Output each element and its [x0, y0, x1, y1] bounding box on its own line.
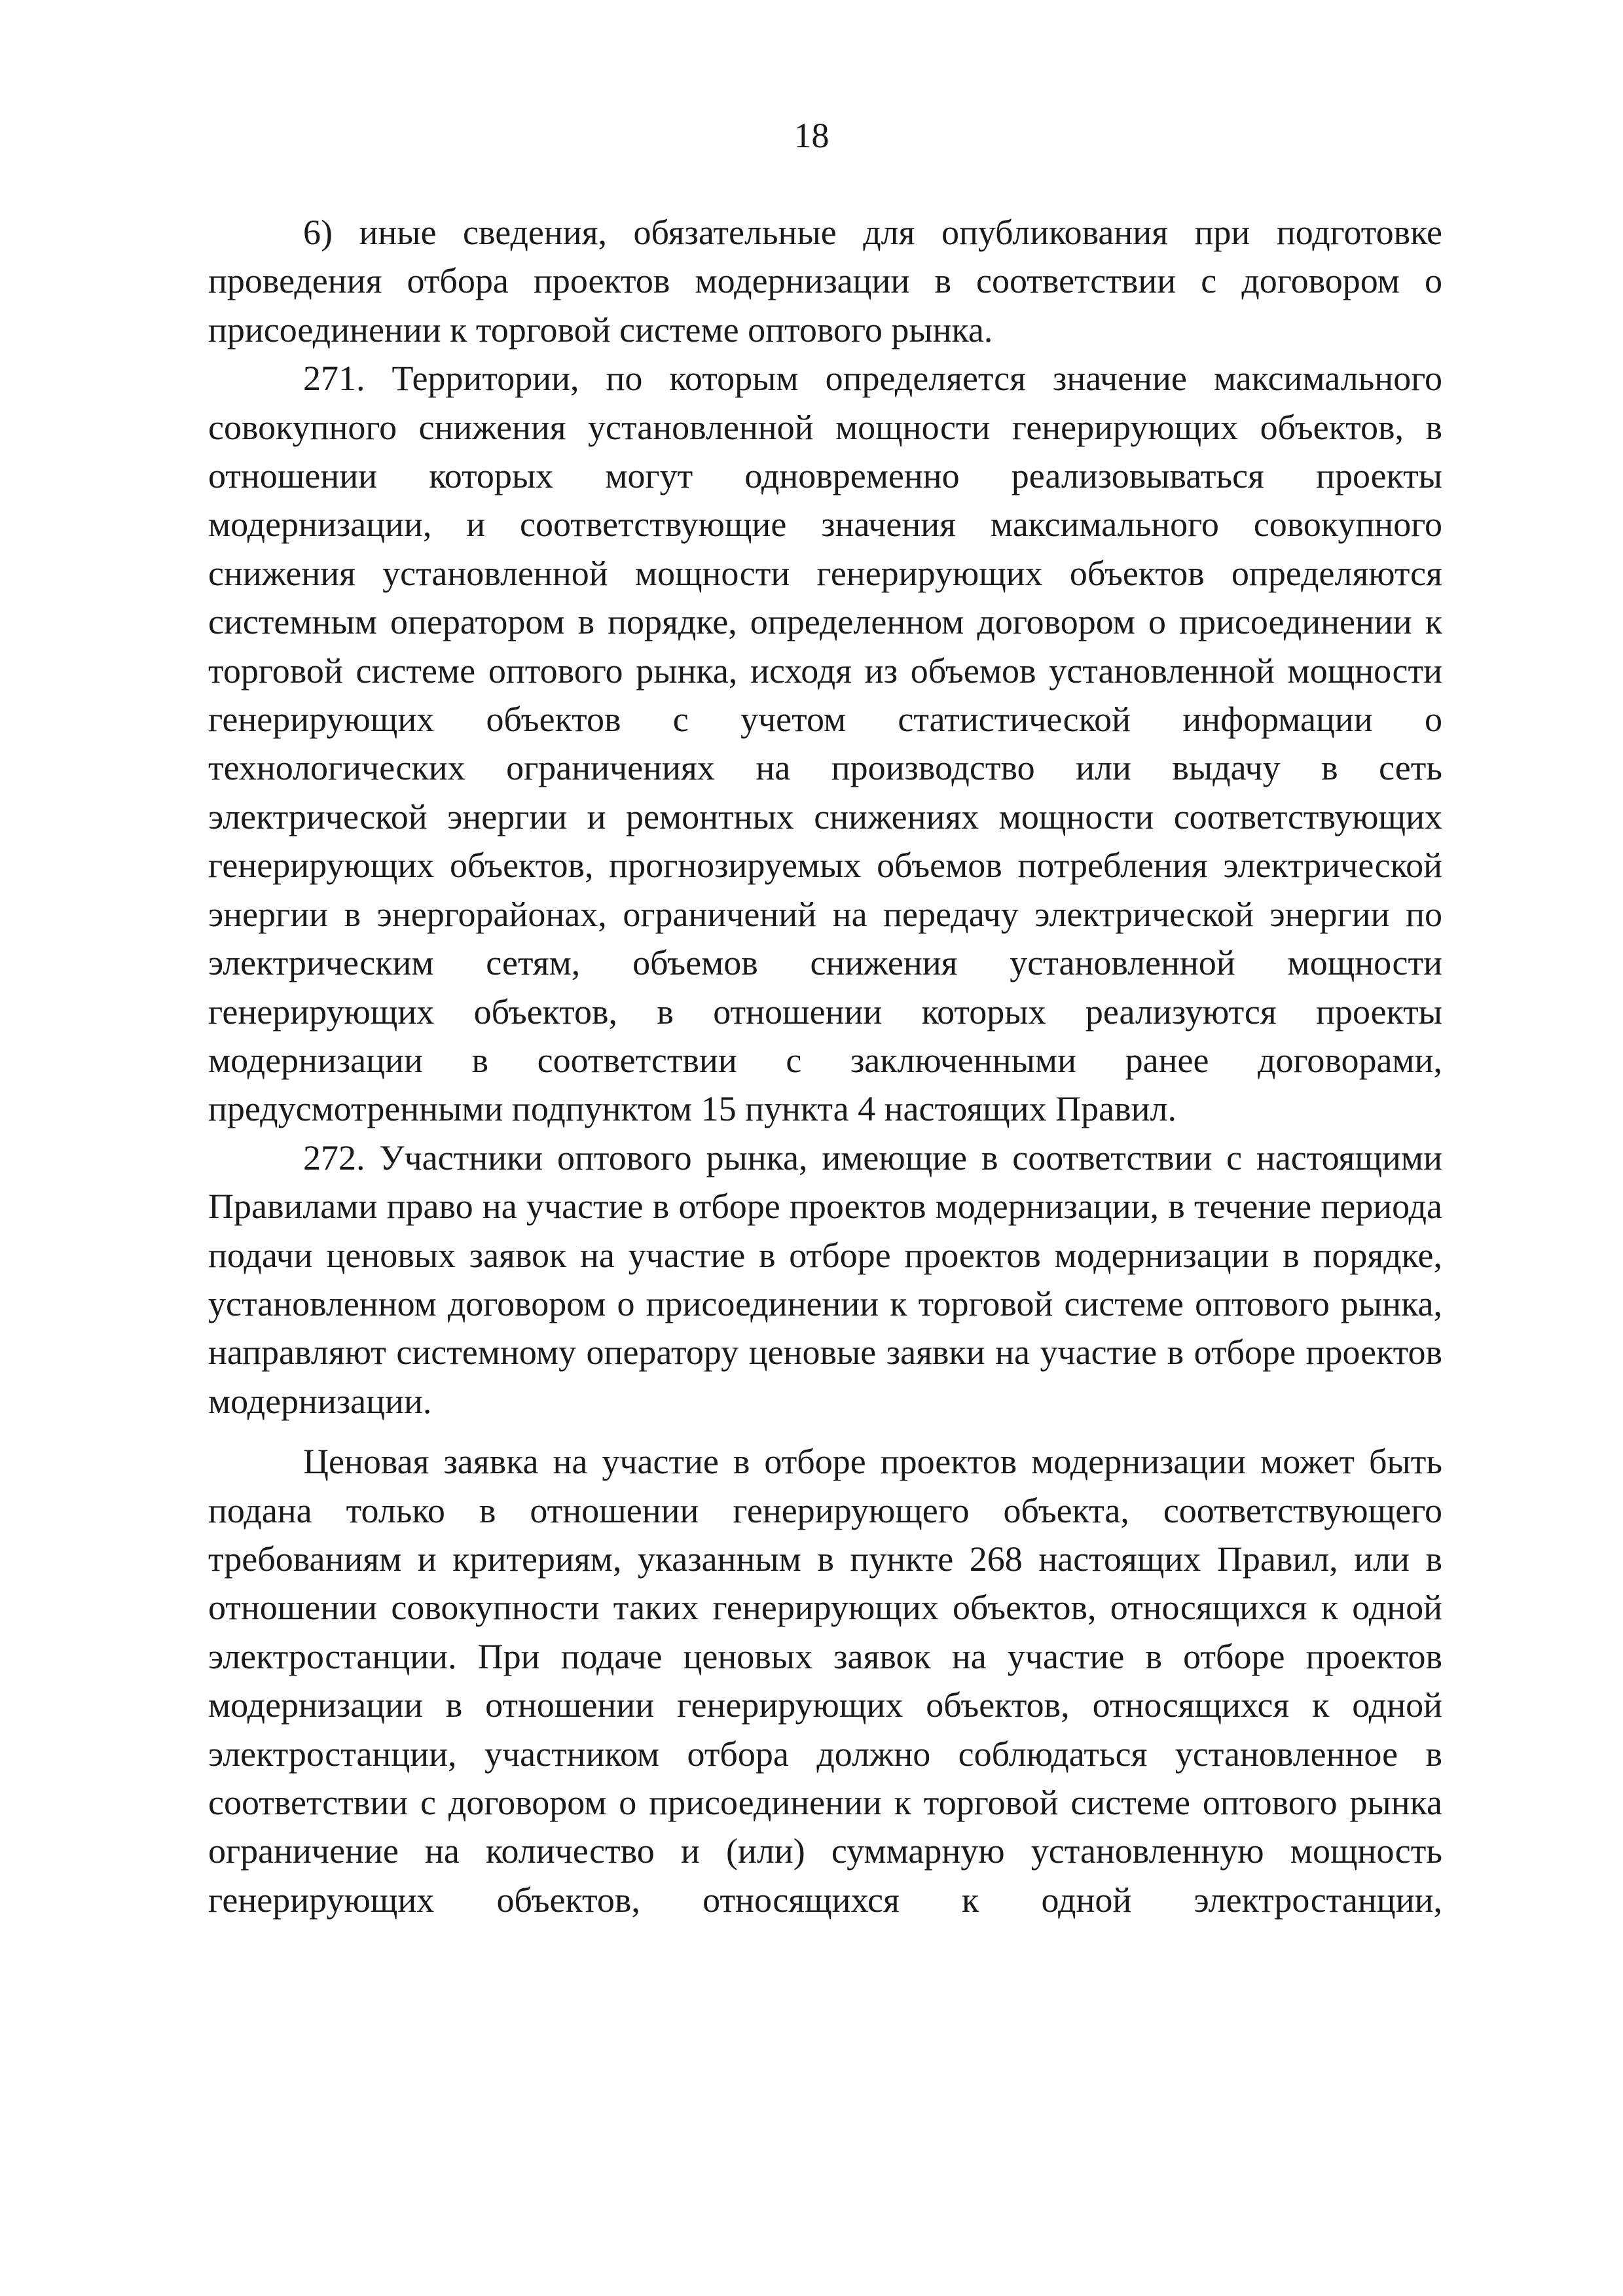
- paragraph-item-6: 6) иные сведения, обязательные для опубликования при подготовке проведения отбора проектов модернизации в соответствии с договором о присоединении к торговой системе оптового рынка.: [208, 213, 1442, 350]
- document-body: [208, 208, 1442, 1924]
- page-number: 18: [793, 116, 830, 155]
- paragraph-clause-272: 272. Участники оптового рынка, имеющие в соответствии с настоящими Правилами право на участие в отборе проектов модернизации, в течение периода подачи ценовых заявок на участие в отборе проектов модернизации в порядке, установленном договором о присоединении к торговой системе оптового рынка, направляют системному оператору ценовые заявки на участие в отборе проектов модернизации.: [208, 1138, 1442, 1421]
- paragraph-price-bid: Ценовая заявка на участие в отборе проектов модернизации может быть подана только в отношении генерирующего объекта, соответствующего требованиям и критериям, указанным в пункте 268 настоящих Правил, или в отношении совокупности таких генерирующих объектов, относящихся к одной электростанции. При подаче ценовых заявок на участие в отборе проектов модернизации в отношении генерирующих объектов, относящихся к одной электростанции, участником отбора должно соблюдаться установленное в соответствии с договором о присоединении к торговой системе оптового рынка ограничение на количество и (или) суммарную установленную мощность генерирующих объектов, относящихся к одной электростанции,: [208, 1442, 1442, 1920]
- paragraph-clause-271: 271. Территории, по которым определяется значение максимального совокупного снижения установленной мощности генерирующих объектов, в отношении которых могут одновременно реализовываться проекты модернизации, и соответствующие значения максимального совокупного снижения установленной мощности генерирующих объектов определяются системным оператором в порядке, определенном договором о присоединении к торговой системе оптового рынка, исходя из объемов установленной мощности генерирующих объектов с учетом статистической информации о технологических ограничениях на производство или выдачу в сеть электрической энергии и ремонтных снижениях мощности соответствующих генерирующих объектов, прогнозируемых объемов потребления электрической энергии в энергорайонах, ограничений на передачу электрической энергии по электрическим сетям, объемов снижения установленной мощности генерирующих объектов, в отношении которых реализуются проекты модернизации в соответствии с заключенными ранее договорами, предусмотренными подпунктом 15 пункта 4 настоящих Правил.: [208, 359, 1442, 1129]
